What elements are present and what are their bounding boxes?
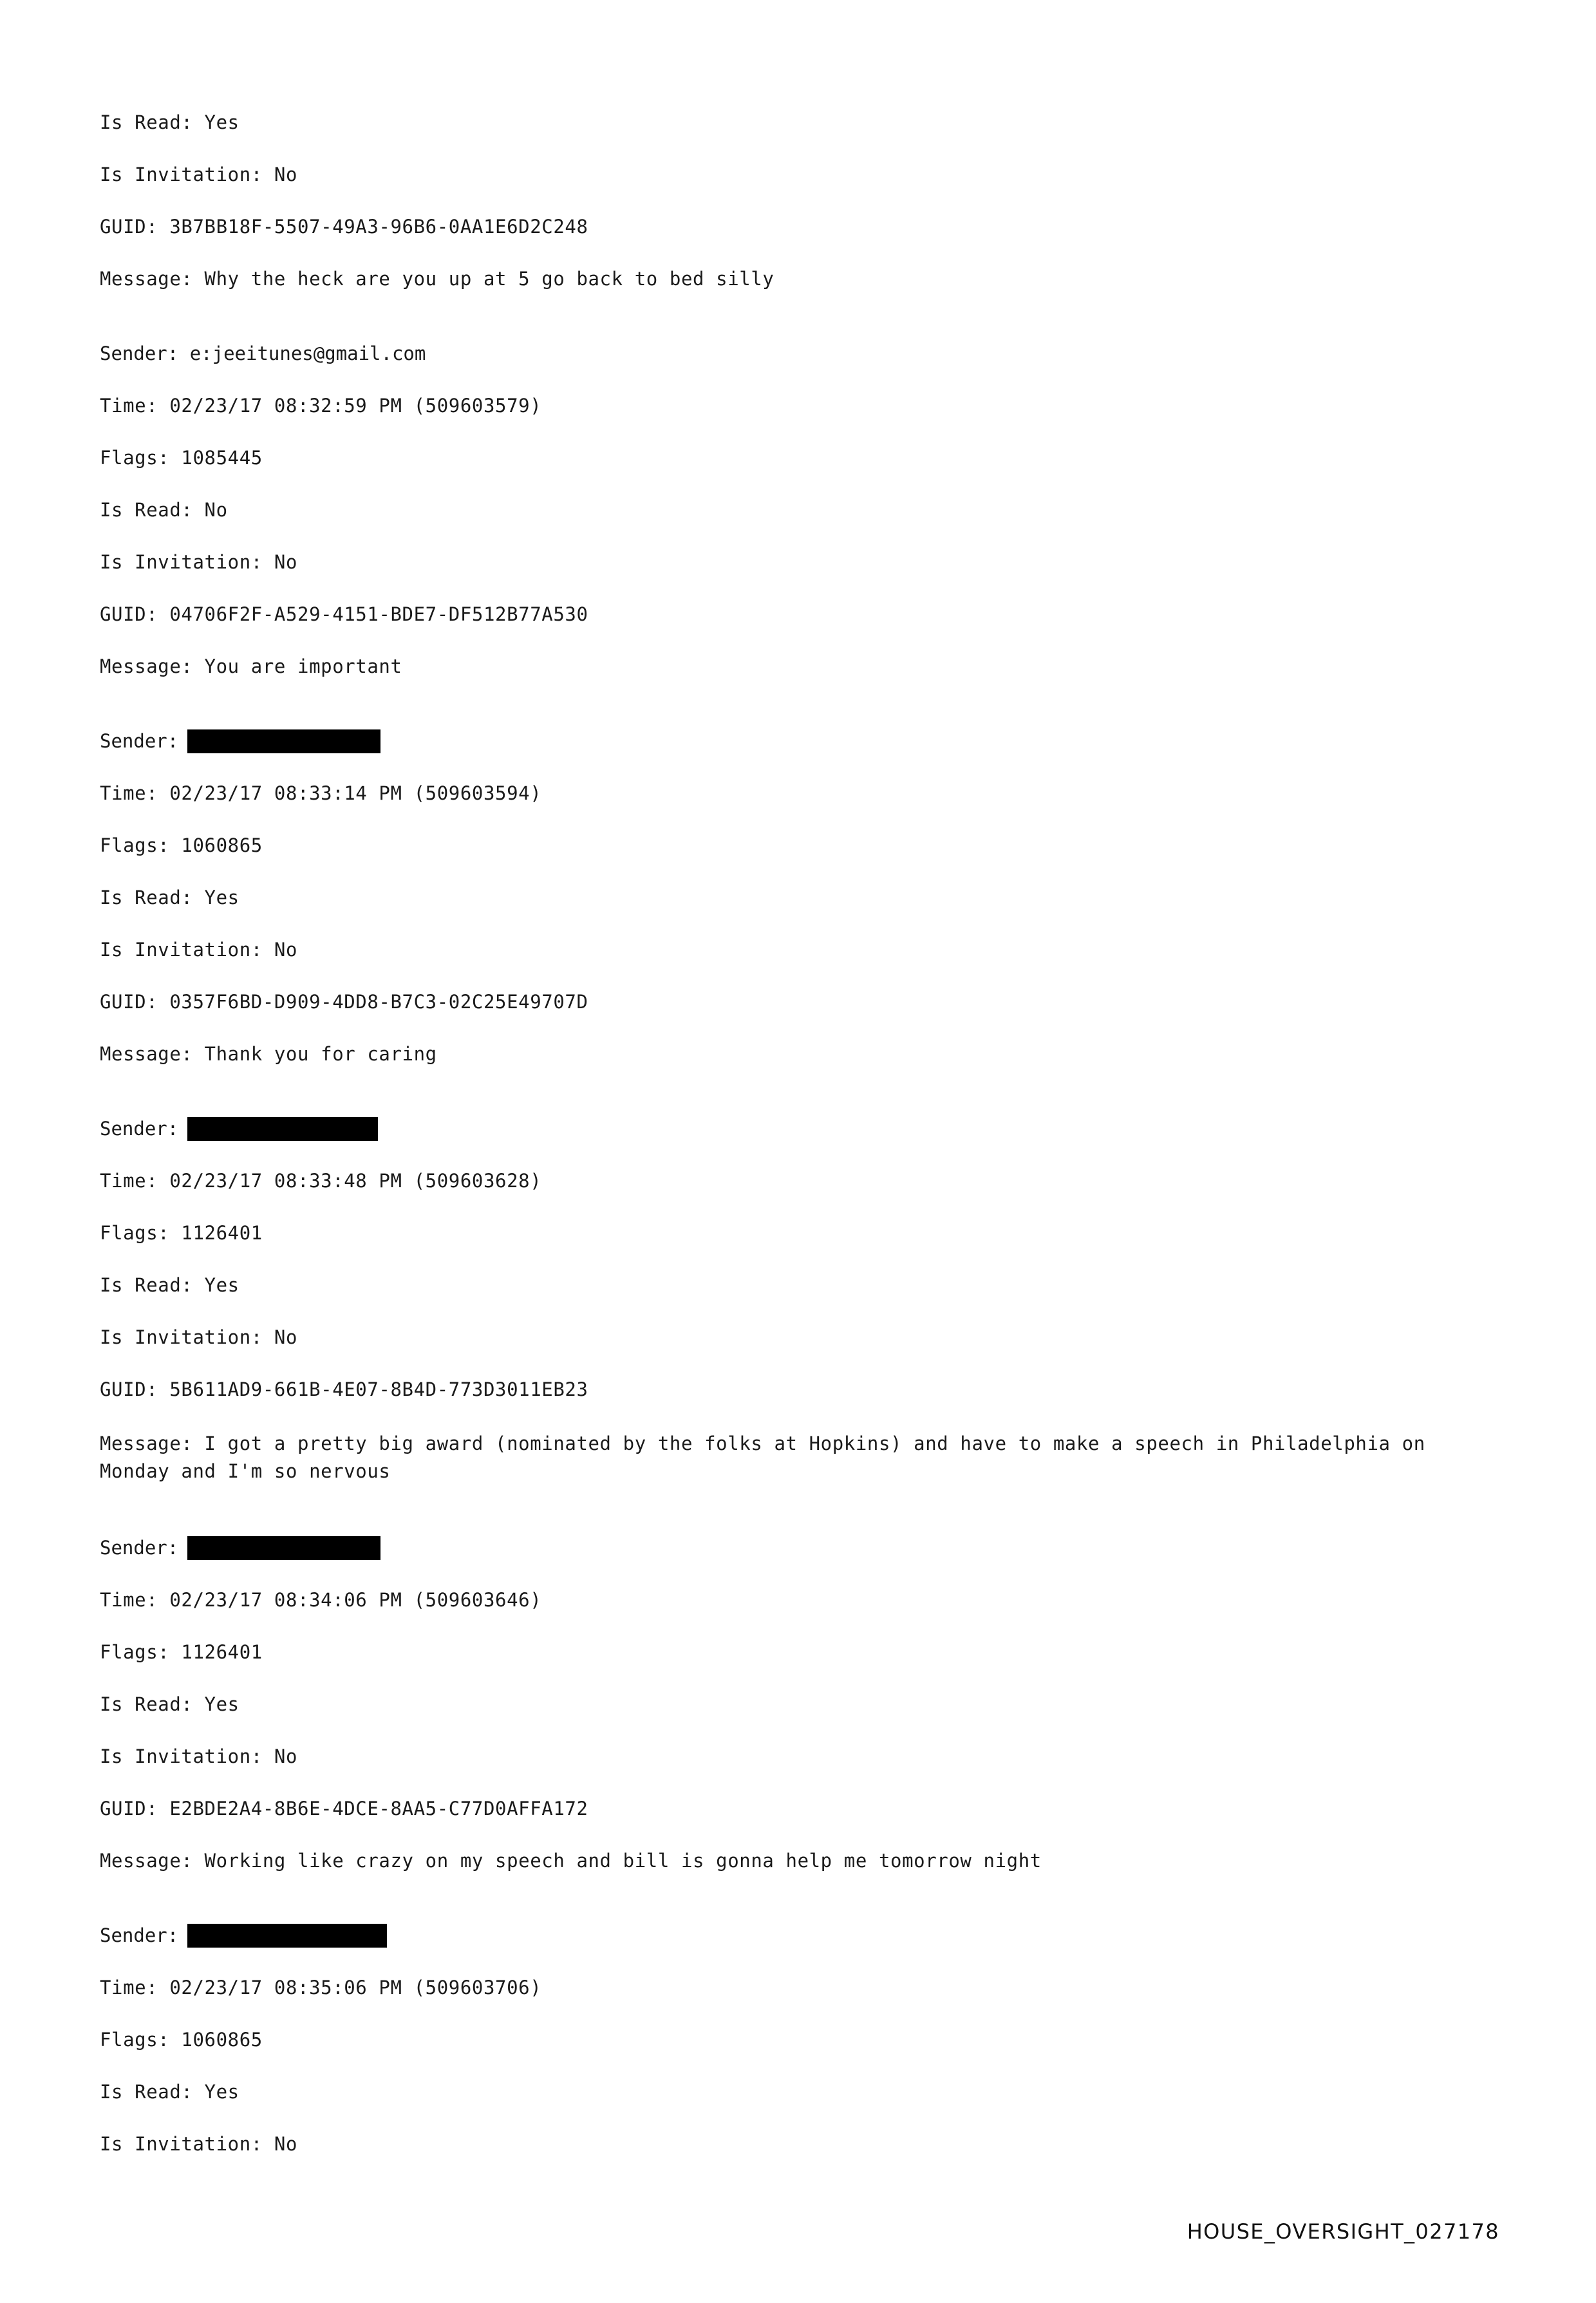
- message-line: Message: Working like crazy on my speech and bill is gonna help me tomorrow night: [100, 1849, 1042, 1872]
- is-read-line: Is Read: Yes: [100, 1693, 239, 1715]
- sender-label: Sender:: [100, 730, 179, 752]
- redaction-bar: [187, 1117, 378, 1141]
- is-invitation-line: Is Invitation: No: [100, 1745, 298, 1767]
- bates-stamp: HOUSE_OVERSIGHT_027178: [1187, 2219, 1499, 2244]
- message-entry: [100, 328, 1493, 693]
- message-entry: [100, 715, 1493, 1080]
- is-read-line: Is Read: Yes: [100, 887, 239, 908]
- flags-line: Flags: 1126401: [100, 1640, 263, 1663]
- time-line: Time: 02/23/17 08:35:06 PM (509603706): [100, 1976, 542, 1998]
- redaction-bar: [187, 1536, 380, 1560]
- time-line: Time: 02/23/17 08:33:48 PM (509603628): [100, 1170, 542, 1192]
- flags-line: Flags: 1060865: [100, 2028, 263, 2051]
- message-entry: [100, 1103, 1493, 1499]
- is-invitation-line: Is Invitation: No: [100, 551, 298, 573]
- flags-line: Flags: 1085445: [100, 447, 263, 469]
- guid-line: GUID: 3B7BB18F-5507-49A3-96B6-0AA1E6D2C248: [100, 216, 588, 238]
- sender-line: [100, 1103, 1493, 1155]
- redaction-bar: [187, 729, 380, 753]
- sender-label: Sender:: [100, 1924, 179, 1946]
- guid-line: GUID: 5B611AD9-661B-4E07-8B4D-773D3011EB23: [100, 1378, 588, 1400]
- message-line: Message: Thank you for caring: [100, 1043, 437, 1065]
- sender-line: [100, 1522, 1493, 1574]
- is-invitation-line: Is Invitation: No: [100, 939, 298, 961]
- is-read-line: Is Read: Yes: [100, 1274, 239, 1296]
- sender-label: Sender:: [100, 1118, 179, 1140]
- message-entry: [100, 1522, 1493, 1887]
- message-line: Message: Why the heck are you up at 5 go back to bed silly: [100, 268, 775, 290]
- sender-line: [100, 715, 1493, 767]
- continued-message-block: [100, 97, 1493, 305]
- time-line: Time: 02/23/17 08:34:06 PM (509603646): [100, 1588, 542, 1611]
- sender-line: [100, 1910, 1493, 1962]
- sender-label: Sender:: [100, 343, 179, 364]
- message-entry: [100, 1910, 1493, 2170]
- redaction-bar: [187, 1924, 387, 1948]
- flags-line: Flags: 1060865: [100, 834, 263, 856]
- guid-line: GUID: 0357F6BD-D909-4DD8-B7C3-02C25E49707D: [100, 991, 588, 1013]
- is-invitation-line: Is Invitation: No: [100, 2132, 298, 2155]
- sender-line: [100, 328, 1493, 380]
- sender-label: Sender:: [100, 1536, 179, 1559]
- message-log: [100, 97, 1493, 2170]
- is-invitation-line: Is Invitation: No: [100, 1326, 298, 1348]
- sender-value: e:jeeitunes@gmail.com: [189, 343, 426, 364]
- is-read-line: Is Read: Yes: [100, 111, 239, 133]
- message-line: Message: I got a pretty big award (nominated by the folks at Hopkins) and have to make a speech in Philadelphia on Monday and I'm so nervous: [100, 1433, 1437, 1482]
- guid-line: GUID: 04706F2F-A529-4151-BDE7-DF512B77A530: [100, 603, 588, 625]
- is-read-line: Is Read: No: [100, 499, 228, 521]
- is-read-line: Is Read: Yes: [100, 2080, 239, 2103]
- flags-line: Flags: 1126401: [100, 1222, 263, 1244]
- time-line: Time: 02/23/17 08:33:14 PM (509603594): [100, 782, 542, 804]
- message-line: Message: You are important: [100, 655, 402, 677]
- guid-line: GUID: E2BDE2A4-8B6E-4DCE-8AA5-C77D0AFFA172: [100, 1797, 588, 1819]
- time-line: Time: 02/23/17 08:32:59 PM (509603579): [100, 395, 542, 417]
- is-invitation-line: Is Invitation: No: [100, 164, 298, 185]
